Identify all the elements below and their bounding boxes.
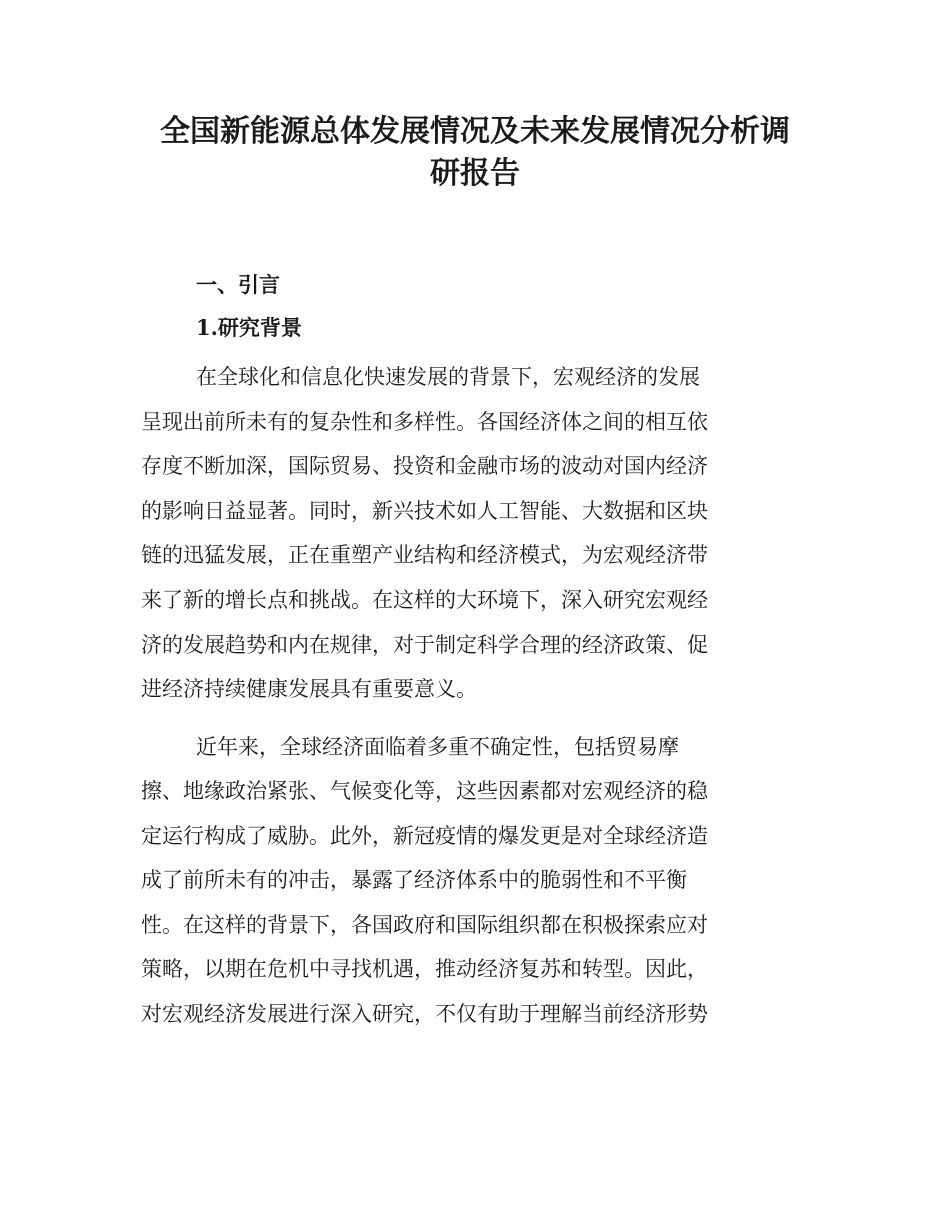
section-heading: 一、引言 bbox=[196, 272, 280, 297]
paragraph-1-line: 来了新的增长点和挑战。在这样的大环境下，深入研究宏观经 bbox=[141, 588, 708, 612]
paragraph-1-line: 在全球化和信息化快速发展的背景下，宏观经济的发展 bbox=[196, 365, 700, 389]
paragraph-1-line: 济的发展趋势和内在规律，对于制定科学合理的经济政策、促 bbox=[141, 633, 708, 657]
paragraph-1-line: 存度不断加深，国际贸易、投资和金融市场的波动对国内经济 bbox=[141, 454, 708, 478]
paragraph-2-line: 定运行构成了威胁。此外，新冠疫情的爆发更是对全球经济造 bbox=[141, 824, 708, 848]
paragraph-1-line: 进经济持续健康发展具有重要意义。 bbox=[141, 677, 477, 701]
paragraph-2-line: 策略，以期在危机中寻找机遇，推动经济复苏和转型。因此， bbox=[141, 957, 708, 981]
paragraph-2-line: 对宏观经济发展进行深入研究，不仅有助于理解当前经济形势 bbox=[141, 1002, 708, 1026]
document-title-line-1: 全国新能源总体发展情况及未来发展情况分析调 bbox=[160, 114, 790, 149]
paragraph-2-line: 近年来，全球经济面临着多重不确定性，包括贸易摩 bbox=[196, 735, 679, 759]
paragraph-1-line: 链的迅猛发展，正在重塑产业结构和经济模式，为宏观经济带 bbox=[141, 543, 708, 567]
paragraph-2-line: 擦、地缘政治紧张、气候变化等，这些因素都对宏观经济的稳 bbox=[141, 779, 708, 803]
subsection-heading: 1.研究背景 bbox=[196, 315, 302, 340]
paragraph-2-line: 成了前所未有的冲击，暴露了经济体系中的脆弱性和不平衡 bbox=[141, 868, 687, 892]
paragraph-1-line: 的影响日益显著。同时，新兴技术如人工智能、大数据和区块 bbox=[141, 499, 708, 523]
paragraph-1-line: 呈现出前所未有的复杂性和多样性。各国经济体之间的相互依 bbox=[141, 410, 708, 434]
paragraph-2-line: 性。在这样的背景下，各国政府和国际组织都在积极探索应对 bbox=[141, 913, 708, 937]
document-title-line-2: 研报告 bbox=[430, 156, 520, 191]
